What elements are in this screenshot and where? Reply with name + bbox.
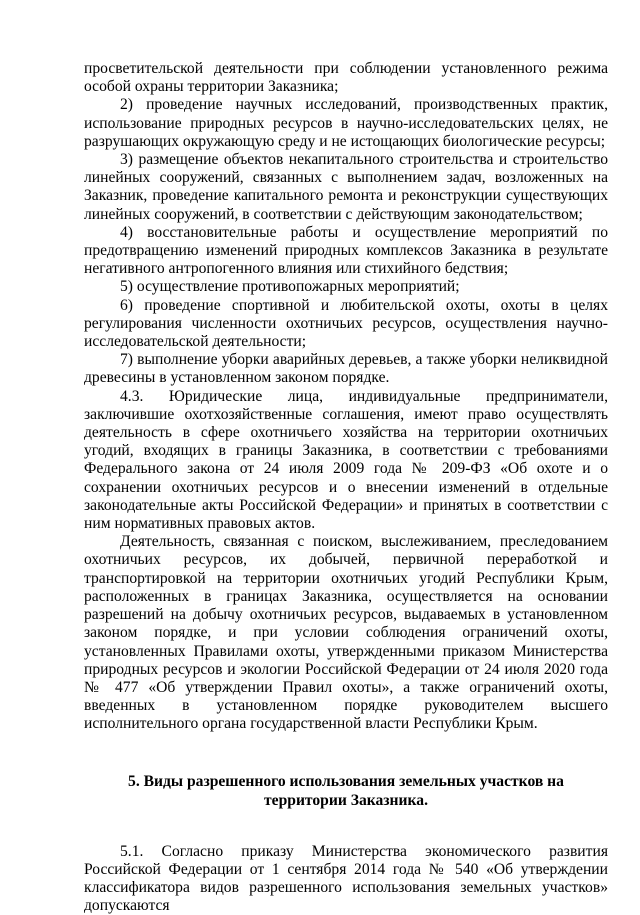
list-item-6: 6) проведение спортивной и любительской охоты, охоты в целях регулирования численности охотничьих ресурсов, осуществления научно-исследовательской деятельности; <box>84 296 608 351</box>
list-item-3: 3) размещение объектов некапитального строительства и строительство линейных сооружений, связанных с выполнением задач, возложенных на Заказник, проведение капитального ремонта и реконструкции существующих линейных сооружений, в соответствии с действующим законодательством; <box>84 151 608 223</box>
paragraph-5-1: 5.1. Согласно приказу Министерства экономического развития Российской Федерации от 1 сентября 2014 года № 540 «Об утверждении классификатора видов разрешенного использования земельных участков» допускаются <box>84 842 608 915</box>
list-item-5: 5) осуществление противопожарных мероприятий; <box>120 278 460 296</box>
paragraph-hunting-activity: Деятельность, связанная с поиском, выслеживанием, преследованием охотничьих ресурсов, их добычей, первичной переработкой и транспортировкой на территории охотничьих угодий Республики Крым, расположенных в границах Заказника, осуществляется на основании разрешений на добычу охотничьих ресурсов, выдаваемых в установленном законом порядке, и при условии соблюдения ограничений охоты, установленных Правилами охоты, утвержденными приказом Министерства природных ресурсов и экологии Российской Федерации от 24 июля 2020 года № 477 «Об утверждении Правил охоты», а также ограничений охоты, введенных в установленном порядке руководителем высшего исполнительного органа государственной власти Республики Крым. <box>84 533 608 733</box>
list-item-4: 4) восстановительные работы и осуществление мероприятий по предотвращению изменений природных комплексов Заказника в результате негативного антропогенного влияния или стихийного бедствия; <box>84 223 608 278</box>
paragraph-continuation: просветительской деятельности при соблюдении установленного режима особой охраны территории Заказника; <box>84 60 608 96</box>
section-heading: 5. Виды разрешенного использования земельных участков на территории Заказника. <box>128 772 564 809</box>
list-item-2: 2) проведение научных исследований, производственных практик, использование природных ресурсов в научно-исследовательских целях, не разрушающих окружающую среду и не истощающих биологические ресурсы; <box>84 96 608 150</box>
list-item-7: 7) выполнение уборки аварийных деревьев, а также уборки неликвидной древесины в установленном законом порядке. <box>84 351 608 387</box>
document-page <box>84 60 608 915</box>
paragraph-4-3: 4.3. Юридические лица, индивидуальные предприниматели, заключившие охотхозяйственные соглашения, имеют право осуществлять деятельность в сфере охотничьего хозяйства на территории охотничьих угодий, входящих в границы Заказника, в соответствии с требованиями Федерального закона от 24 июля 2009 года № 209-ФЗ «Об охоте и о сохранении охотничьих ресурсов и о внесении изменений в отдельные законодательные акты Российской Федерации» и принятых в соответствии с ним нормативных правовых актов. <box>84 387 608 533</box>
